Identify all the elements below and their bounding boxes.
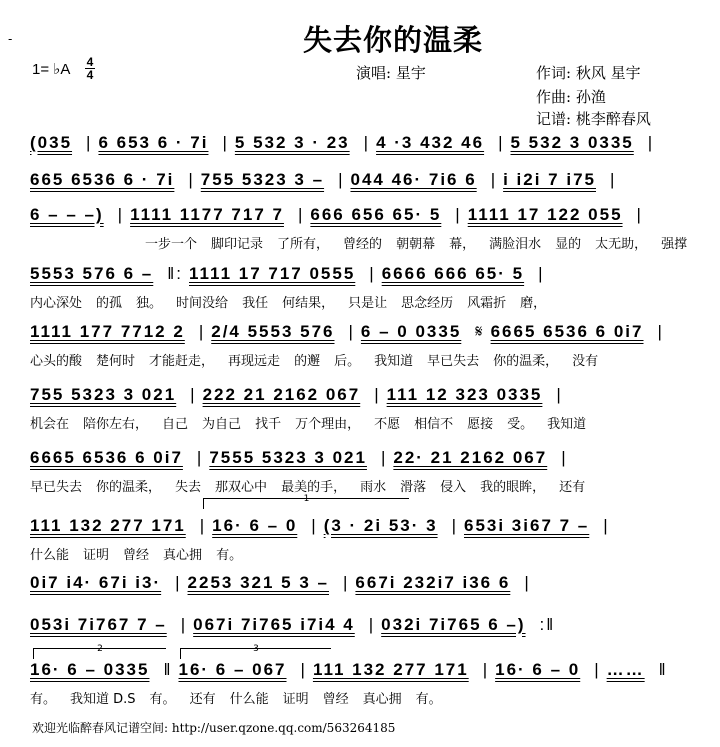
lyric-word: 万个理由， bbox=[295, 417, 361, 432]
barline: | bbox=[180, 615, 188, 634]
lyric-word: 才能赶走， bbox=[149, 354, 215, 369]
measure: (3 · 2i 53· 3 bbox=[323, 516, 438, 535]
volta-bracket-3 bbox=[180, 644, 331, 659]
lyric-word: 失去 bbox=[175, 480, 202, 495]
lyric-word: 有。 bbox=[149, 692, 176, 707]
volta-label: 2 bbox=[97, 644, 103, 654]
time-signature-top: 4 bbox=[86, 55, 94, 69]
barline: | bbox=[556, 385, 563, 404]
barline: | bbox=[561, 448, 568, 467]
barline: | bbox=[374, 385, 381, 404]
barline: | bbox=[524, 573, 531, 592]
lyric-word: 内心深处 bbox=[30, 296, 83, 311]
lyric-word: 愿接 bbox=[467, 417, 494, 432]
lyric-word: 只是让 bbox=[348, 296, 388, 311]
volta-label: 1 bbox=[303, 494, 310, 504]
lyric-word: 风霜折 bbox=[467, 296, 507, 311]
lyric-word: 朝朝幕 bbox=[396, 237, 436, 252]
measure: 6665 6536 6 0i7 bbox=[30, 448, 183, 467]
footer-text: 欢迎光临醉春风记谱空间: http://user.qzone.qq.com/563264185 bbox=[32, 721, 396, 735]
measure: 0i7 i4· 67i i3· bbox=[30, 573, 162, 592]
barline: | bbox=[300, 660, 307, 679]
score-line bbox=[30, 264, 702, 286]
lyric-word: 后。 bbox=[334, 354, 361, 369]
measure: 665 6536 6 · 7i bbox=[30, 170, 175, 189]
measure: 653i 3i67 7 – bbox=[464, 516, 590, 535]
barline: | bbox=[190, 385, 197, 404]
barline: | bbox=[368, 615, 376, 634]
lyric-word: 我的眼眸， bbox=[480, 480, 546, 495]
measure: 1111 17 717 0555 bbox=[189, 264, 356, 283]
lyric-word: 有。 bbox=[415, 692, 442, 707]
measure: 16· 6 – 0335 bbox=[30, 660, 150, 679]
composer-credit: 作曲: 孙渔 bbox=[536, 88, 606, 106]
measure: 1111 177 7712 2 bbox=[30, 322, 185, 341]
transcriber-credit: 记谱: 桃李醉春风 bbox=[536, 110, 651, 128]
lyric-word: 心头的酸 bbox=[30, 354, 83, 369]
lyric-word: 脚印记录 bbox=[211, 237, 264, 252]
barline: | bbox=[455, 205, 462, 224]
barline: | bbox=[188, 170, 195, 189]
barline: | bbox=[86, 133, 93, 152]
lyric-word: 真心拥 bbox=[362, 692, 402, 707]
barline: ‖: bbox=[167, 264, 184, 283]
lyricist-credit: 作词: 秋风 星宇 bbox=[536, 64, 641, 82]
measure: 6665 6536 6 0i7 bbox=[490, 322, 644, 341]
measure: 6 – 0 0335 bbox=[360, 322, 462, 341]
barline: | bbox=[117, 205, 125, 224]
lyric-word: 曾经 bbox=[322, 692, 349, 707]
measure: 5553 576 6 – bbox=[30, 264, 154, 283]
barline: | bbox=[338, 170, 345, 189]
measure: 16· 6 – 0 bbox=[495, 660, 581, 679]
lyric-word: 早已失去 bbox=[30, 480, 83, 495]
barline: | bbox=[175, 573, 182, 592]
barline: | bbox=[610, 170, 617, 189]
barline: | bbox=[498, 133, 505, 152]
barline: | bbox=[297, 205, 305, 224]
measure: 2/4 5553 576 bbox=[211, 322, 335, 341]
lyric-word: 证明 bbox=[282, 692, 309, 707]
measure: 053i 7i767 7 – bbox=[30, 615, 167, 634]
lyric-word: 陪你左右， bbox=[83, 417, 149, 432]
barline: | bbox=[490, 170, 498, 189]
measure: …… bbox=[606, 660, 645, 679]
barline: | bbox=[657, 322, 664, 341]
lyric-word: 时间没给 bbox=[176, 296, 229, 311]
lyric-word: 一步一个 bbox=[145, 237, 198, 252]
key-signature: 1= ♭A bbox=[32, 61, 71, 78]
measure: 111 132 277 171 bbox=[30, 516, 186, 535]
lyric-word: 楚何时 bbox=[96, 354, 136, 369]
lyric-word: 太无助， bbox=[595, 237, 648, 252]
barline: | bbox=[343, 573, 350, 592]
time-signature bbox=[85, 57, 95, 80]
lyric-word: 找千 bbox=[255, 417, 282, 432]
lyric-word: 自己 bbox=[162, 417, 189, 432]
score-line bbox=[30, 322, 702, 344]
lyric-word: 思念经历 bbox=[401, 296, 454, 311]
measure: 667i 232i7 i36 6 bbox=[355, 573, 511, 592]
score-line bbox=[30, 170, 702, 192]
lyric-word: 有。 bbox=[30, 692, 57, 707]
barline: | bbox=[380, 448, 388, 467]
barline: | bbox=[222, 133, 229, 152]
measure: 111 132 277 171 bbox=[312, 660, 469, 679]
measure: 16· 6 – 0 bbox=[212, 516, 298, 535]
lyric-word: 我知道 bbox=[374, 354, 414, 369]
lyric-word: 机会在 bbox=[30, 417, 70, 432]
lyric-word: 何结果， bbox=[282, 296, 335, 311]
lyric-word: 强撑 bbox=[661, 237, 688, 252]
lyric-word: 独。 bbox=[136, 296, 163, 311]
score-line bbox=[30, 448, 702, 470]
lyric-word: 为自己 bbox=[202, 417, 242, 432]
score-line bbox=[30, 205, 702, 227]
lyric-word: 曾经 bbox=[123, 548, 150, 563]
barline: ‖ bbox=[658, 660, 668, 679]
measure: 755 5323 3 021 bbox=[30, 385, 177, 404]
measure: i i2i 7 i75 bbox=[503, 170, 596, 189]
barline: 𝄋 bbox=[475, 322, 485, 341]
lyric-word: 你的温柔， bbox=[493, 354, 559, 369]
score-line bbox=[30, 660, 702, 682]
lyric-line bbox=[30, 476, 599, 495]
barline: | bbox=[348, 322, 355, 341]
barline: | bbox=[636, 205, 643, 224]
measure: (035 bbox=[30, 133, 73, 152]
lyric-word: 我知道 bbox=[547, 417, 587, 432]
page-mark: - bbox=[8, 32, 13, 46]
measure: 1111 17 122 055 bbox=[467, 205, 623, 224]
lyric-word: 没有 bbox=[572, 354, 599, 369]
lyric-word: 不愿 bbox=[374, 417, 401, 432]
measure: 7555 5323 3 021 bbox=[209, 448, 367, 467]
lyric-word: 什么能 bbox=[229, 692, 269, 707]
measure: 16· 6 – 067 bbox=[178, 660, 287, 679]
lyric-word: 了所有， bbox=[277, 237, 330, 252]
lyric-word: 满脸泪水 bbox=[489, 237, 542, 252]
barline: | bbox=[647, 133, 655, 152]
lyric-word: 的孤 bbox=[96, 296, 123, 311]
barline: :‖ bbox=[539, 615, 556, 634]
lyric-word: 早已失去 bbox=[427, 354, 480, 369]
barline: ‖ bbox=[163, 660, 173, 679]
lyric-word: 我知道 D.S bbox=[70, 692, 136, 707]
barline: | bbox=[199, 516, 207, 535]
lyric-word: 再现远走 bbox=[228, 354, 281, 369]
barline: | bbox=[451, 516, 458, 535]
lyric-word: 什么能 bbox=[30, 548, 70, 563]
measure: 5 532 3 0335 bbox=[510, 133, 634, 152]
measure: 032i 7i765 6 –) bbox=[381, 615, 526, 634]
barline: | bbox=[311, 516, 318, 535]
barline: | bbox=[482, 660, 490, 679]
lyric-word: 侵入 bbox=[440, 480, 467, 495]
lyric-word: 的邂 bbox=[294, 354, 321, 369]
score-line bbox=[30, 573, 702, 595]
lyric-word: 真心拥 bbox=[163, 548, 203, 563]
lyric-line bbox=[30, 544, 256, 563]
measure: 6 653 6 · 7i bbox=[98, 133, 209, 152]
lyric-word: 滑落 bbox=[400, 480, 427, 495]
lyric-word: 雨水 bbox=[360, 480, 387, 495]
lyric-word: 还有 bbox=[189, 692, 216, 707]
lyric-word: 幕， bbox=[449, 237, 476, 252]
lyric-word: 还有 bbox=[559, 480, 586, 495]
lyric-word: 有。 bbox=[216, 548, 243, 563]
lyric-word: 显的 bbox=[555, 237, 582, 252]
lyric-word: 磨， bbox=[520, 296, 547, 311]
barline: | bbox=[198, 322, 206, 341]
lyric-word: 曾经的 bbox=[343, 237, 383, 252]
lyric-line bbox=[30, 292, 560, 311]
score-line bbox=[30, 615, 702, 637]
measure: 666 656 65· 5 bbox=[310, 205, 442, 224]
barline: | bbox=[603, 516, 610, 535]
time-signature-bottom: 4 bbox=[86, 68, 94, 82]
lyric-word: 最美的手， bbox=[281, 480, 347, 495]
barline: | bbox=[538, 264, 545, 283]
measure: 067i 7i765 i7i4 4 bbox=[193, 615, 355, 634]
lyric-word: 你的温柔， bbox=[96, 480, 162, 495]
measure: 044 46· 7i6 6 bbox=[350, 170, 477, 189]
barline: | bbox=[363, 133, 371, 152]
measure: 6 – – –) bbox=[30, 205, 104, 224]
lyric-line bbox=[30, 350, 612, 369]
barline: | bbox=[369, 264, 376, 283]
volta-label: 3 bbox=[253, 644, 259, 654]
lyric-line bbox=[30, 688, 456, 707]
measure: 5 532 3 · 23 bbox=[234, 133, 350, 152]
barline: | bbox=[594, 660, 601, 679]
lyric-line bbox=[145, 233, 701, 252]
measure: 22· 21 2162 067 bbox=[393, 448, 548, 467]
lyric-word: 受。 bbox=[507, 417, 534, 432]
lyric-line bbox=[30, 413, 600, 432]
score-line bbox=[30, 133, 702, 155]
lyric-word: 证明 bbox=[83, 548, 110, 563]
measure: 1111 1177 717 7 bbox=[130, 205, 284, 224]
measure: 6666 666 65· 5 bbox=[381, 264, 525, 283]
measure: 755 5323 3 – bbox=[200, 170, 325, 189]
measure: 222 21 2162 067 bbox=[202, 385, 361, 404]
volta-bracket-1 bbox=[203, 494, 409, 509]
lyric-word: 我任 bbox=[242, 296, 269, 311]
song-title: 失去你的温柔 bbox=[303, 23, 484, 57]
measure: 4 ·3 432 46 bbox=[376, 133, 485, 152]
lyric-word: 相信不 bbox=[414, 417, 454, 432]
barline: | bbox=[196, 448, 204, 467]
singer-credit: 演唱: 星宇 bbox=[356, 64, 426, 82]
lyric-word: 那双心中 bbox=[215, 480, 268, 495]
score-line bbox=[30, 516, 702, 538]
score-line bbox=[30, 385, 702, 407]
measure: 111 12 323 0335 bbox=[386, 385, 543, 404]
volta-bracket-2 bbox=[33, 644, 166, 659]
measure: 2253 321 5 3 – bbox=[187, 573, 329, 592]
